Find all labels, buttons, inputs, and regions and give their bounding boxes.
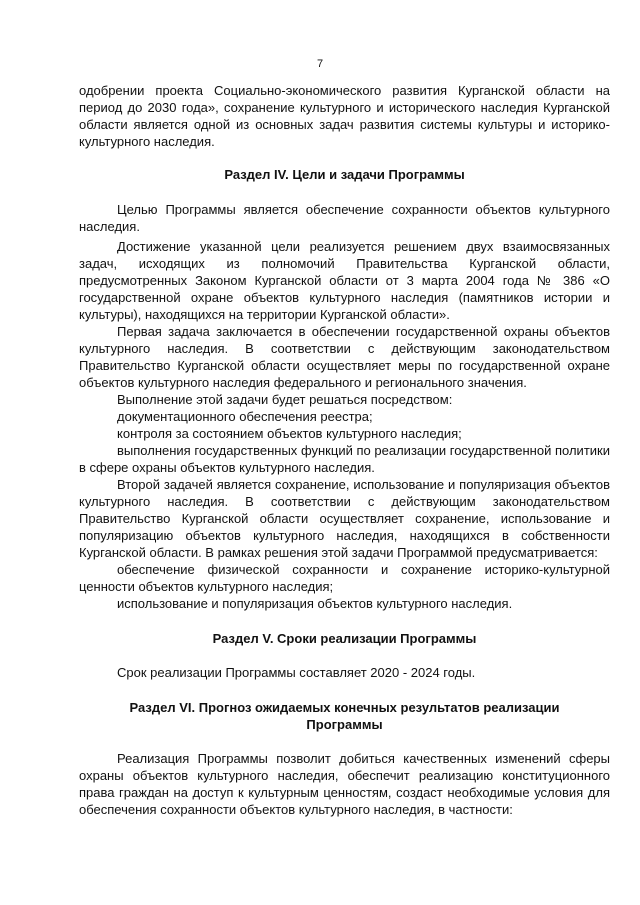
section-4-heading: Раздел IV. Цели и задачи Программы <box>224 167 465 182</box>
page-number: 7 <box>316 58 324 70</box>
list-item: контроля за состоянием объектов культурного наследия; <box>117 426 462 441</box>
page-content <box>79 82 610 818</box>
paragraph: Срок реализации Программы составляет 2020 - 2024 годы. <box>117 665 476 680</box>
list-item: документационного обеспечения реестра; <box>117 409 373 424</box>
paragraph: Достижение указанной цели реализуется решением двух взаимосвязанных задач, исходящих из полномочий Правительства Курганской области, предусмотренных Законом Курганской области от 3 марта 2004 года № 386 «О государственной охране объектов культурного наследия (памятников истории и культуры), находящихся на территории Курганской области». <box>79 239 610 322</box>
list-item: выполнения государственных функций по реализации государственной политики в сфере охраны объектов культурного наследия. <box>79 443 610 475</box>
section-6-heading: Раздел VI. Прогноз ожидаемых конечных результатов реализации Программы <box>129 700 560 732</box>
paragraph: одобрении проекта Социально-экономического развития Курганской области на период до 2030 года», сохранение культурного и исторического наследия Курганской области является одной из основных задач развития системы культуры и историко-культурного наследия. <box>79 83 610 149</box>
paragraph: Выполнение этой задачи будет решаться посредством: <box>117 392 453 407</box>
paragraph: Реализация Программы позволит добиться качественных изменений сферы охраны объектов культурного наследия, обеспечит реализацию конституционного права граждан на доступ к культурным ценностям, создаст необходимые условия для обеспечения сохранности объектов культурного наследия, в частности: <box>79 751 610 817</box>
list-item: использование и популяризация объектов культурного наследия. <box>117 596 513 611</box>
paragraph: Второй задачей является сохранение, использование и популяризация объектов культурного наследия. В соответствии с действующим законодательством Правительство Курганской области осуществляет сохранение, использование и популяризацию объектов культурного наследия, находящихся в собственности Курганской области. В рамках решения этой задачи Программой предусматривается: <box>79 477 610 560</box>
paragraph: Целью Программы является обеспечение сохранности объектов культурного наследия. <box>79 202 610 234</box>
paragraph: Первая задача заключается в обеспечении государственной охраны объектов культурного наследия. В соответствии с действующим законодательством Правительство Курганской области осуществляет меры по государственной охране объектов культурного наследия федерального и регионального значения. <box>79 324 610 390</box>
list-item: обеспечение физической сохранности и сохранение историко-культурной ценности объектов культурного наследия; <box>79 562 610 594</box>
section-5-heading: Раздел V. Сроки реализации Программы <box>212 631 477 646</box>
